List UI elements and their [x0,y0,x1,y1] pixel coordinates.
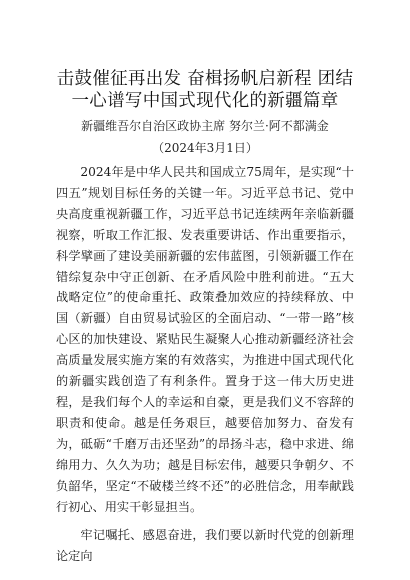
document-body [56,162,354,567]
body-paragraph: 牢记嘱托、感恩奋进，我们要以新时代党的创新理论定向 [56,528,354,564]
document-date: （2024年3月1日） [152,141,258,155]
body-paragraph: 2024年是中华人民共和国成立75周年，是实现“十四五”规划目标任务的关键一年。习近平总书记、党中央高度重视新疆工作，习近平总书记连续两年亲临新疆视察，听取工作汇报、发表重要讲话、作出重要指示，科学擘画了建设美丽新疆的宏伟蓝图，引领新疆工作在错综复杂中守正创新、在矛盾风险中胜利前进。“五大战略定位”的使命重托、政策叠加效应的持续释放、中国（新疆）自由贸易试验区的全面启动、“一带一路”核心区的加快建设、紧贴民生凝聚人心推动新疆经济社会高质量发展实施方案的有效落实，为推进中国式现代化的新疆实践创造了有利条件。置身于这一伟大历史进程，是我们每个人的幸运和自豪，更是我们义不容辞的职责和使命。越是任务艰巨，越要倍加努力、奋发有为，砥砺“千磨万击还坚劲”的昂扬斗志，稳中求进、绵绵用力、久久为功；越是目标宏伟，越要只争朝夕、不负韶华，坚定“不破楼兰终不还”的必胜信念，用奉献践行初心、用实干彰显担当。 [56,165,354,514]
document-title: 击鼓催征再出发 奋楫扬帆启新程 团结一心谱写中国式现代化的新疆篇章 [56,69,354,111]
author-line: 新疆维吾尔自治区政协主席 努尔兰·阿不都满金 [81,119,329,133]
